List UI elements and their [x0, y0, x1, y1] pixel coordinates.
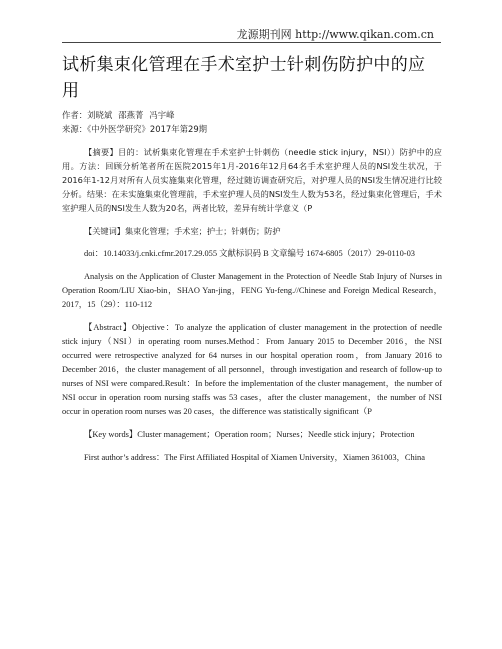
english-citation: Analysis on the Application of Cluster Management in the Protection of Needle Stab Injury of Nurses in Operation Room/LIU Xiao-bin，SHAO Yan-jing，FENG Yu-feng.//Chinese and Foreign Medical Research，2017，15（29）：110-112	[62, 272, 442, 309]
english-keywords-label: 【Key words】	[84, 430, 138, 439]
abstract-label: 【摘要】	[84, 147, 119, 157]
authors-line	[62, 108, 442, 122]
english-abstract	[62, 321, 442, 419]
article-content	[62, 52, 442, 465]
first-author-text: ：The First Affiliated Hospital of Xiamen University，Xiamen 361003，China	[155, 453, 425, 462]
english-keywords	[62, 428, 442, 442]
article-title: 试析集束化管理在手术室护士针刺伤防护中的应用	[62, 55, 426, 101]
source-value: 《中外医学研究》2017年第29期	[87, 124, 208, 134]
header-divider	[62, 42, 441, 43]
keywords-label: 【关键词】	[84, 226, 125, 236]
author-name: 刘晓斌	[87, 110, 113, 120]
first-author-label: First author’s address	[84, 453, 156, 462]
english-abstract-text: Objective：To analyze the application of cluster management in the protection of needle stick injury（NSI）in operating room nurses.Method：From January 2015 to December 2016，the NSI occurred were retrospective analyzed for 64 nurses in our hospital operation room，from January 2016 to December 2016，the cluster management of all personnel，through investigation and research of follow-up to nurses of NSI were compared.Result：In before the implementation of the cluster management，the number of NSI occur in operation room nursing staffs was 53 cases，after the cluster management，the number of NSI occur in operation room nurses was 20 cases，the difference was statistically significant（P	[62, 323, 442, 416]
doi-line: doi：10.14033/j.cnki.cfmr.2017.29.055 文献标识码 B 文章编号 1674-6805（2017）29-0110-03	[84, 249, 415, 258]
author-name: 邵燕菁	[118, 110, 144, 120]
header-site-link[interactable]: 龙源期刊网 http://www.qikan.com.cn	[236, 28, 434, 41]
first-author-address	[62, 451, 442, 465]
keywords-text: 集束化管理；手术室；护士；针刺伤；防护	[124, 226, 281, 236]
source-label: 来源：	[62, 124, 88, 134]
english-abstract-label: 【Abstract】	[84, 323, 133, 332]
chinese-abstract	[62, 145, 442, 215]
chinese-keywords	[62, 224, 442, 238]
author-name: 冯宇峰	[149, 110, 175, 120]
source-line	[62, 122, 442, 136]
authors-label: 作者：	[62, 110, 88, 120]
abstract-text: 目的：试析集束化管理在手术室护士针刺伤（needle stick injury，NSI））防护中的应用。方法：回顾分析笔者所在医院2015年1月-2016年12月64名手术室护理人员的NSI发生状况，于2016年1-12月对所有人员实施集束化管理，经过随访调查研究后，对护理人员的NSI发生情况进行比较分析。结果：在未实施集束化管理前，手术室护理人员的NSI发生人数为53名，经过集束化管理后，手术室护理人员的NSI发生人数为20名，两者比较，差异有统计学意义（P	[62, 147, 442, 213]
english-keywords-text: Cluster management；Operation room；Nurses；Needle stick injury；Protection	[137, 430, 415, 439]
